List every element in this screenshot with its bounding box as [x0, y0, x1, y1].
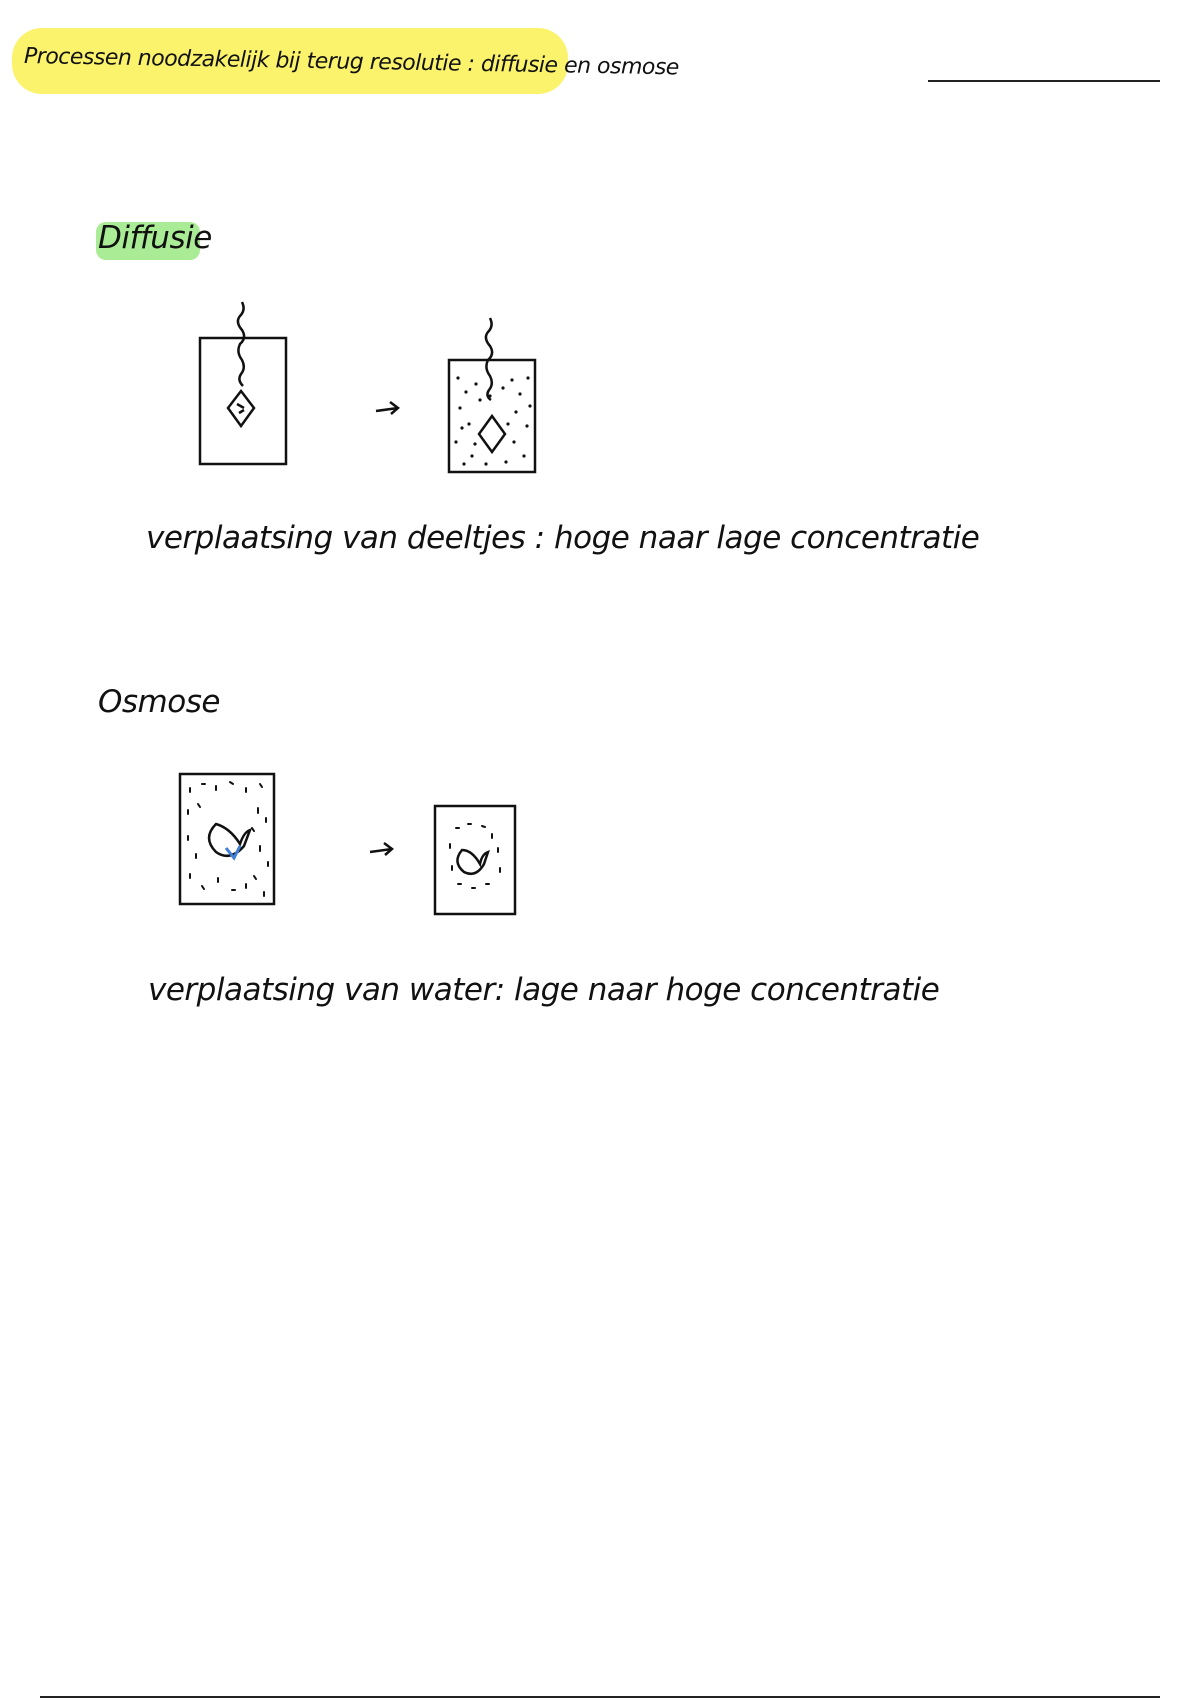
footer-rule	[40, 1696, 1160, 1698]
osmose-particles-before	[188, 782, 268, 896]
diffusie-arrow	[376, 402, 398, 414]
osmose-beaker-before	[180, 774, 274, 904]
diffusie-caption: verplaatsing van deeltjes : hoge naar lage concentratie	[146, 520, 980, 556]
diffusie-beaker-before	[200, 302, 286, 464]
diffusie-heading: Diffusie	[98, 220, 212, 256]
osmose-diagram	[172, 766, 532, 918]
osmose-heading: Osmose	[98, 684, 220, 720]
osmose-arrow	[370, 843, 392, 855]
page-title: Processen noodzakelijk bij terug resolutie : diffusie en osmose	[23, 44, 680, 81]
diffusie-diagram	[190, 296, 550, 480]
osmose-caption: verplaatsing van water: lage naar hoge concentratie	[148, 972, 940, 1008]
header-rule	[928, 80, 1160, 82]
osmose-beaker-after	[435, 806, 515, 914]
diffusie-beaker-after	[449, 318, 535, 472]
